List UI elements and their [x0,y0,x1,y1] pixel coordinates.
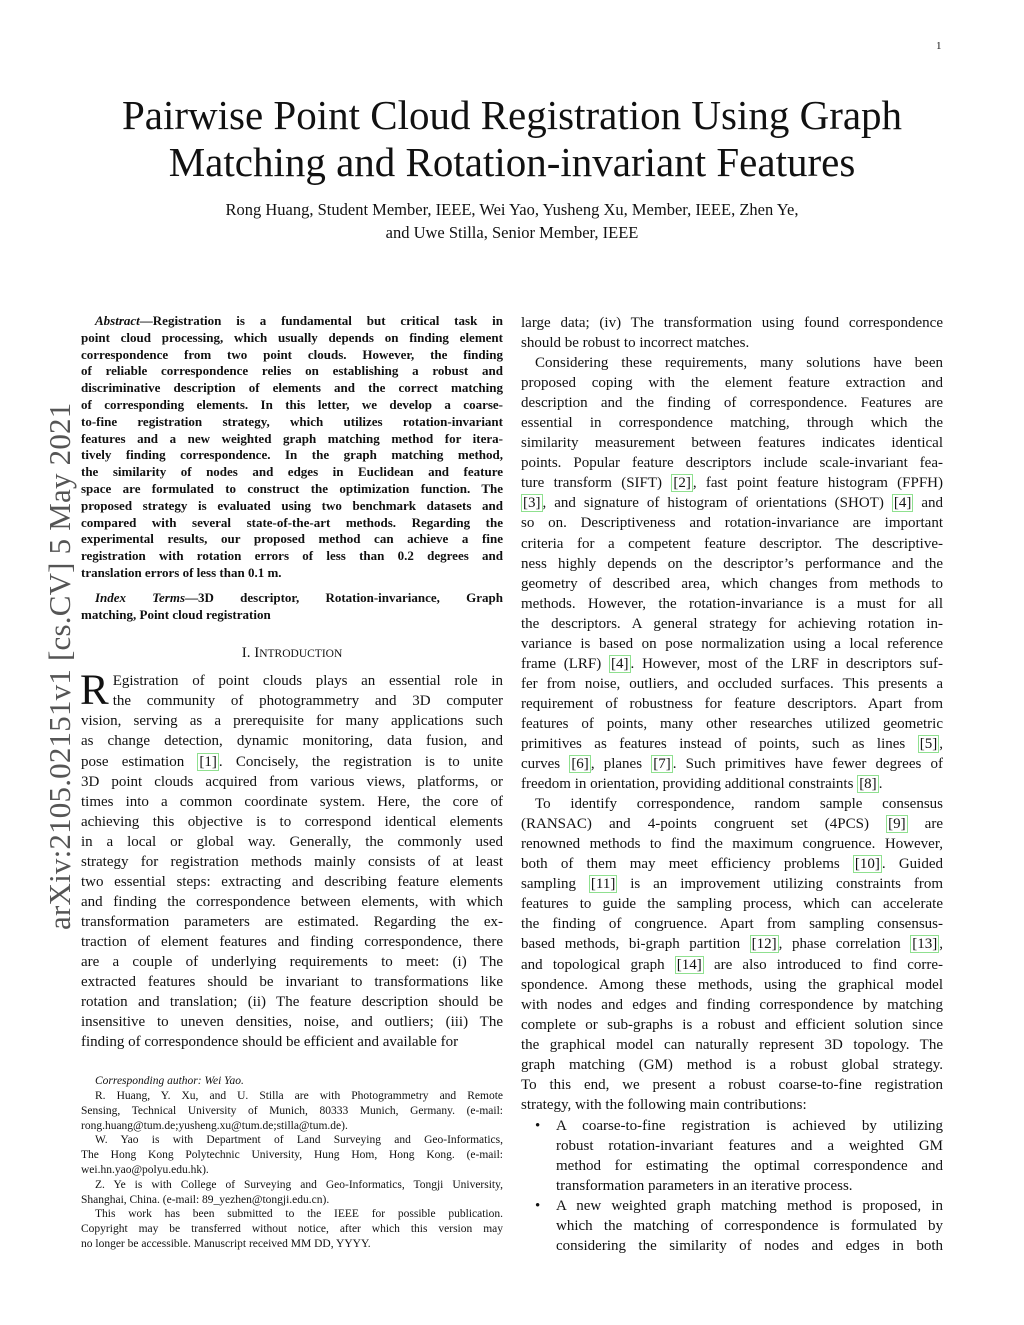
text-line: 3D point clouds acquired from various views, platforms, or [81,773,503,790]
text-line: W. Yao is with Department of Land Surveying and Geo-Informatics, [95,1134,503,1147]
text-line: finding of correspondence should be efficient and available for [81,1034,459,1051]
citation-link[interactable]: [5] [919,735,938,752]
citation-link[interactable]: [2] [673,475,691,492]
text-line: the similarity of nodes and edges in Euclidean and feature [81,464,503,480]
text-line: frame (LRF) [4] . However, most of the LRF in descriptors suf- [521,655,943,672]
text-line: robust rotation-invariant features and a weighted GM [556,1137,943,1154]
author-line: Rong Huang, Student Member, IEEE, Wei Yao, Yusheng Xu, Member, IEEE, Zhen Ye, [225,200,799,219]
text-line: space are formulated to construct the optimization function. The [81,480,503,496]
text-line: spondence. Among these methods, using the graphical model [521,976,943,993]
title-line: Matching and Rotation-invariant Features [168,139,856,185]
text-line: achieving this objective is to correspond identical elements [81,813,503,830]
text-line: point cloud processing, which usually depends on finding element [81,329,503,345]
citation-link[interactable]: [6] [571,756,589,773]
text-line: wei.hn.yao@polyu.edu.hk). [81,1164,209,1177]
text-line: methods. However, the rotation-invariance is a must for all [521,595,943,612]
citation-link[interactable]: [4] [611,655,629,672]
text-line: Considering these requirements, many solutions have been [535,355,943,372]
text-line: features and a new weighted graph matching method for itera- [81,430,503,446]
text-line: proposed coping with the element feature extraction and [521,375,943,392]
text-line: which the matching of correspondence is formulated by [556,1218,943,1235]
text-line: are a couple of underlying requirements to meet: (i) The [81,954,503,970]
text-line: fer from noise, outliers, and occluded surfaces. This presents a [521,675,943,692]
text-line: with nodes and edges and finding correspondence by matching [521,996,943,1013]
text-line: ture transform (SIFT) [2] , fast point feature histogram (FPFH) [521,475,944,492]
text-line: compared with several state-of-the-art methods. Regarding the [81,514,503,530]
arxiv-stamp[interactable]: arXiv:2105.02151v1 [cs.CV] 5 May 2021 [42,402,77,930]
text-line: of corresponding elements. In this letter, we develop a coarse- [81,396,503,412]
title-line: Pairwise Point Cloud Registration Using Graph [121,92,903,138]
text-line: variance is based on pose normalization using a local reference [521,635,943,652]
text-line: features to guide the sampling process, which can accelerate [521,896,943,913]
text-line: to-fine registration strategy, which utilizes rotation-invariant [81,413,503,429]
paragraph [521,313,943,353]
text-line: transformation parameters in an iterative process. [556,1178,853,1195]
text-line: features of points, many other researches utilized geometric [521,715,943,732]
abstract [81,313,503,582]
citation-link[interactable]: [7] [653,756,671,773]
author-list [0,198,1024,244]
text-line: registration with rotation errors of less than 0.2 degrees and [81,548,503,564]
text-line: times into a common coordinate system. Here, the core of [81,793,503,810]
text-line: discriminative description of elements and the correct matching [81,380,503,396]
list-item [521,1116,943,1196]
text-line: Egistration of point clouds plays an essential role in [112,673,503,690]
text-line: extracted features should be invariant to transformations like [81,974,503,991]
text-line: experimental results, our proposed method can achieve a fine [81,531,503,547]
text-line: rotation and translation; (ii) The feature description should be [81,994,503,1011]
text-line: points. Popular feature descriptors include scale-invariant fea- [521,455,943,472]
text-line: Abstract—Registration is a fundamental but critical task in [95,313,503,328]
text-line: the community of photogrammetry and 3D computer [112,693,503,710]
text-line: as change detection, dynamic monitoring, data fusion, and [81,733,503,750]
text-line: freedom in orientation, providing additional constraints [8] . [521,776,883,793]
text-line: [3] , and signature of histogram of orientations (SHOT) [4] and [523,495,943,512]
citation-link[interactable]: [3] [523,495,541,512]
text-line: Shanghai, China. (e-mail: 89_yezhen@tongji.edu.cn). [81,1193,330,1206]
text-line: matching, Point cloud registration [81,606,271,622]
text-line: requirement of robustness for feature descriptors. Apart from [521,695,943,712]
citation-link[interactable]: [13] [912,936,938,953]
citation-link[interactable]: [14] [676,956,702,973]
text-line: geometry of described area, which changes from methods to [521,575,943,592]
section-heading-introduction: I. INTRODUCTION [241,645,343,662]
text-line: no longer be accessible. Manuscript received MM DD, YYYY. [81,1238,371,1250]
text-line: translation errors of less than 0.1 m. [81,564,282,580]
text-line: insensitive to uneven densities, noise, and outliers; (iii) The [81,1014,503,1031]
text-line: essential in correspondence matching, through which the [521,415,943,432]
text-line: traction of element features and finding correspondence, there [81,933,503,950]
text-line: (RANSAC) and 4-points congruent set (4PCS) [9] are [521,816,943,833]
text-line: Copyright may be transferred without notice, after which this version may [81,1223,503,1236]
text-line: Sensing, Technical University of Munich, 80333 Munich, Germany. (e-mail: [81,1104,503,1117]
text-line: A coarse-to-fine registration is achieved by utilizing [556,1117,943,1134]
index-terms [81,590,503,624]
text-line: vision, serving as a prerequisite for many applications such [81,713,503,730]
drop-cap: R [80,667,109,715]
citation-link[interactable]: [4] [893,495,912,512]
text-line: pose estimation [1] . Concisely, the registration is to unite [81,753,503,770]
text-line: strategy, with the following main contributions: [521,1096,807,1113]
text-line: so on. Descriptiveness and rotation-invariance are important [521,515,943,532]
text-line: complete or sub-graphs is a robust and efficient solution since [521,1016,943,1033]
text-line: Index Terms—3D descriptor, Rotation-invariance, Graph [95,589,503,605]
text-line: To identify correspondence, random sample consensus [535,796,943,813]
text-line: the graphical model can naturally represent 3D topology. The [521,1036,943,1053]
author-line: and Uwe Stilla, Senior Member, IEEE [385,223,639,242]
text-line: method for estimating the optimal correspondence and [556,1157,943,1174]
text-line: renowned methods to find the maximum congruence. However, [521,836,943,853]
text-line: and topological graph [14] are also introduced to find corre- [521,956,943,973]
right-column [521,313,943,1256]
text-line: large data; (iv) The transformation using found correspondence [521,315,943,331]
text-line: The Hong Kong Polytechnic University, Hung Hom, Hong Kong. (e-mail: [81,1149,503,1162]
text-line: tively finding correspondence. In the graph matching method, [81,447,503,463]
text-line: both of them may meet efficiency problems [10] . Guided [521,856,943,873]
text-line: based methods, bi-graph partition [12] , phase correlation [13] , [521,936,944,953]
footnotes [81,1074,503,1252]
text-line: considering the similarity of nodes and edges in both [556,1238,943,1255]
citation-link[interactable]: [8] [859,776,877,793]
text-line: two essential steps: extracting and describing feature elements [81,873,503,890]
text-line: sampling [11] is an improvement utilizing constraints from [521,876,943,893]
text-line: proposed strategy is evaluated using two benchmark datasets and [81,497,503,513]
citation-link[interactable]: [10] [854,856,880,873]
citation-link[interactable]: [1] [199,753,217,770]
text-line: graph matching (GM) method is a robust global strategy. [521,1056,943,1073]
citation-link[interactable]: [9] [888,816,906,833]
page-number: 1 [936,40,942,52]
citation-link[interactable]: [12] [751,936,777,953]
text-line: of reliable correspondence relies on establishing a robust and [81,363,503,379]
text-line: similarity measurement between features indicates identical [521,435,943,452]
text-line: Z. Ye is with College of Surveying and Geo-Informatics, Tongji University, [95,1178,503,1191]
paper-title [0,92,1024,186]
text-line: description and the finding of correspondence. Features are [521,395,943,412]
citation-link[interactable]: [11] [590,876,616,893]
paragraph [521,794,943,1115]
text-line: in a local or global way. Generally, the commonly used [81,833,503,850]
text-line: Corresponding author: Wei Yao. [95,1075,244,1088]
text-line: strategy for registration methods mainly consists of at least [81,853,503,870]
text-line: To this end, we present a robust coarse-to-fine registration [521,1076,943,1093]
text-line: should be robust to incorrect matches. [521,335,750,352]
text-line: the descriptors. A general strategy for achieving rotation in- [521,615,943,632]
text-line: A new weighted graph matching method is proposed, in [556,1198,943,1215]
text-line: ness highly depends on the descriptor’s performance and the [521,555,943,572]
text-line: and finding the correspondence between elements, with which [81,893,503,910]
left-column [81,313,503,1252]
contribution-list [521,1116,943,1256]
bullet-icon: • [535,1198,541,1215]
text-line: the finding of congruence. Apart from sampling consensus- [521,916,943,933]
list-item [521,1196,943,1256]
text-line: primitives as features instead of points, such as lines [5] , [521,735,943,752]
text-line: R. Huang, Y. Xu, and U. Stilla are with Photogrammetry and Remote [95,1090,503,1103]
introduction-paragraph [80,667,503,1052]
text-line: curves [6] , planes [7] . Such primitives have fewer degrees of [521,756,943,773]
bullet-icon: • [535,1117,541,1134]
text-line: rong.huang@tum.de;yusheng.xu@tum.de;stilla@tum.de). [81,1119,348,1132]
text-line: This work has been submitted to the IEEE for possible publication. [95,1208,503,1221]
text-line: criteria for a competent feature descriptor. The descriptive- [521,535,943,552]
text-line: transformation parameters are estimated. Regarding the ex- [81,913,503,930]
paragraph [521,353,943,794]
text-line: correspondence from two point clouds. However, the finding [81,346,503,362]
